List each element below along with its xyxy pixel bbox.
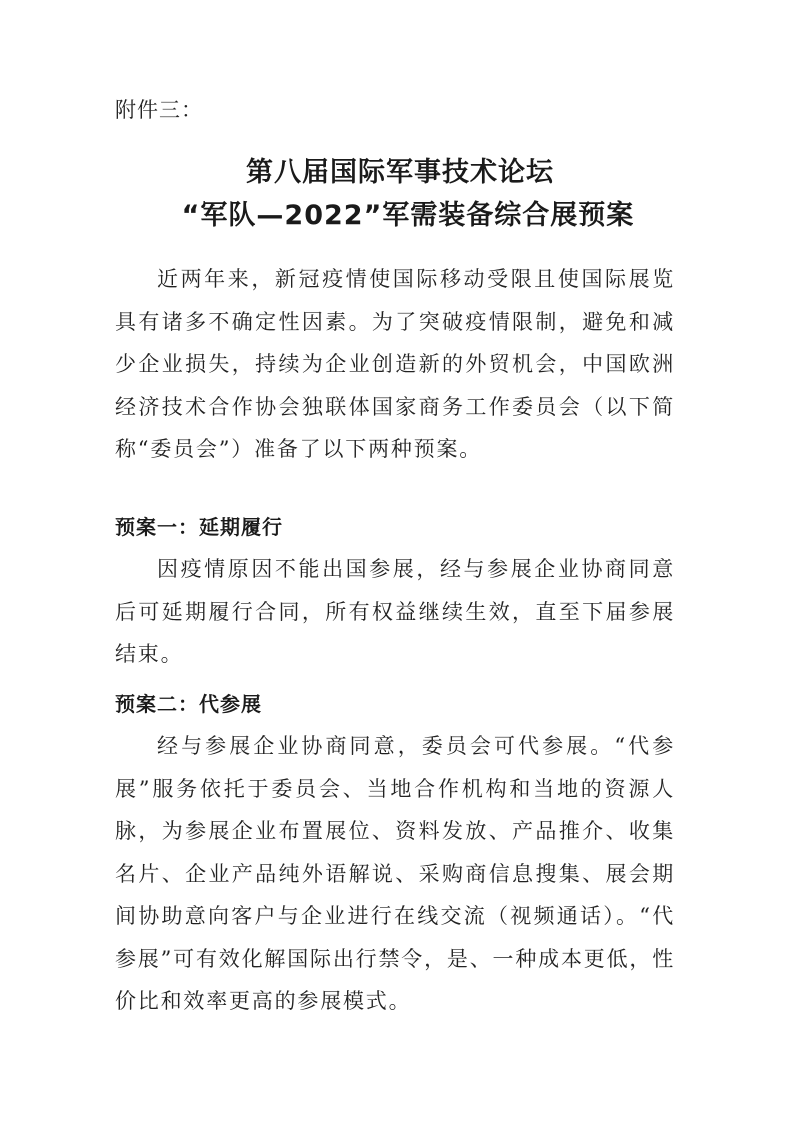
attachment-label: 附件三：: [115, 98, 203, 122]
intro-paragraph: 近两年来，新冠疫情使国际移动受限且使国际展览具有诸多不确定性因素。为了突破疫情限制，避免和减少企业损失，持续为企业创造新的外贸机会，中国欧洲经济技术合作协会独联体国家商务工作委员会（以下简称“委员会”）准备了以下两种预案。: [115, 267, 675, 461]
document-title-line-1: 第八届国际军事技术论坛: [246, 157, 554, 188]
plan-one-paragraph: 因疫情原因不能出国参展，经与参展企业协商同意后可延期履行合同，所有权益继续生效，直至下届参展结束。: [115, 557, 675, 666]
document-title-line-2: “军队—2022”军需装备综合展预案: [181, 200, 635, 231]
plan-one-heading: 预案一：延期履行: [115, 515, 283, 539]
plan-two-paragraph: 经与参展企业协商同意，委员会可代参展。“代参展”服务依托于委员会、当地合作机构和当地的资源人脉，为参展企业布置展位、资料发放、产品推介、收集名片、企业产品纯外语解说、采购商信息搜集、展会期间协助意向客户与企业进行在线交流（视频通话）。“代参展”可有效化解国际出行禁令，是、一种成本更低，性价比和效率更高的参展模式。: [115, 734, 675, 1013]
plan-two-heading: 预案二：代参展: [115, 692, 262, 716]
